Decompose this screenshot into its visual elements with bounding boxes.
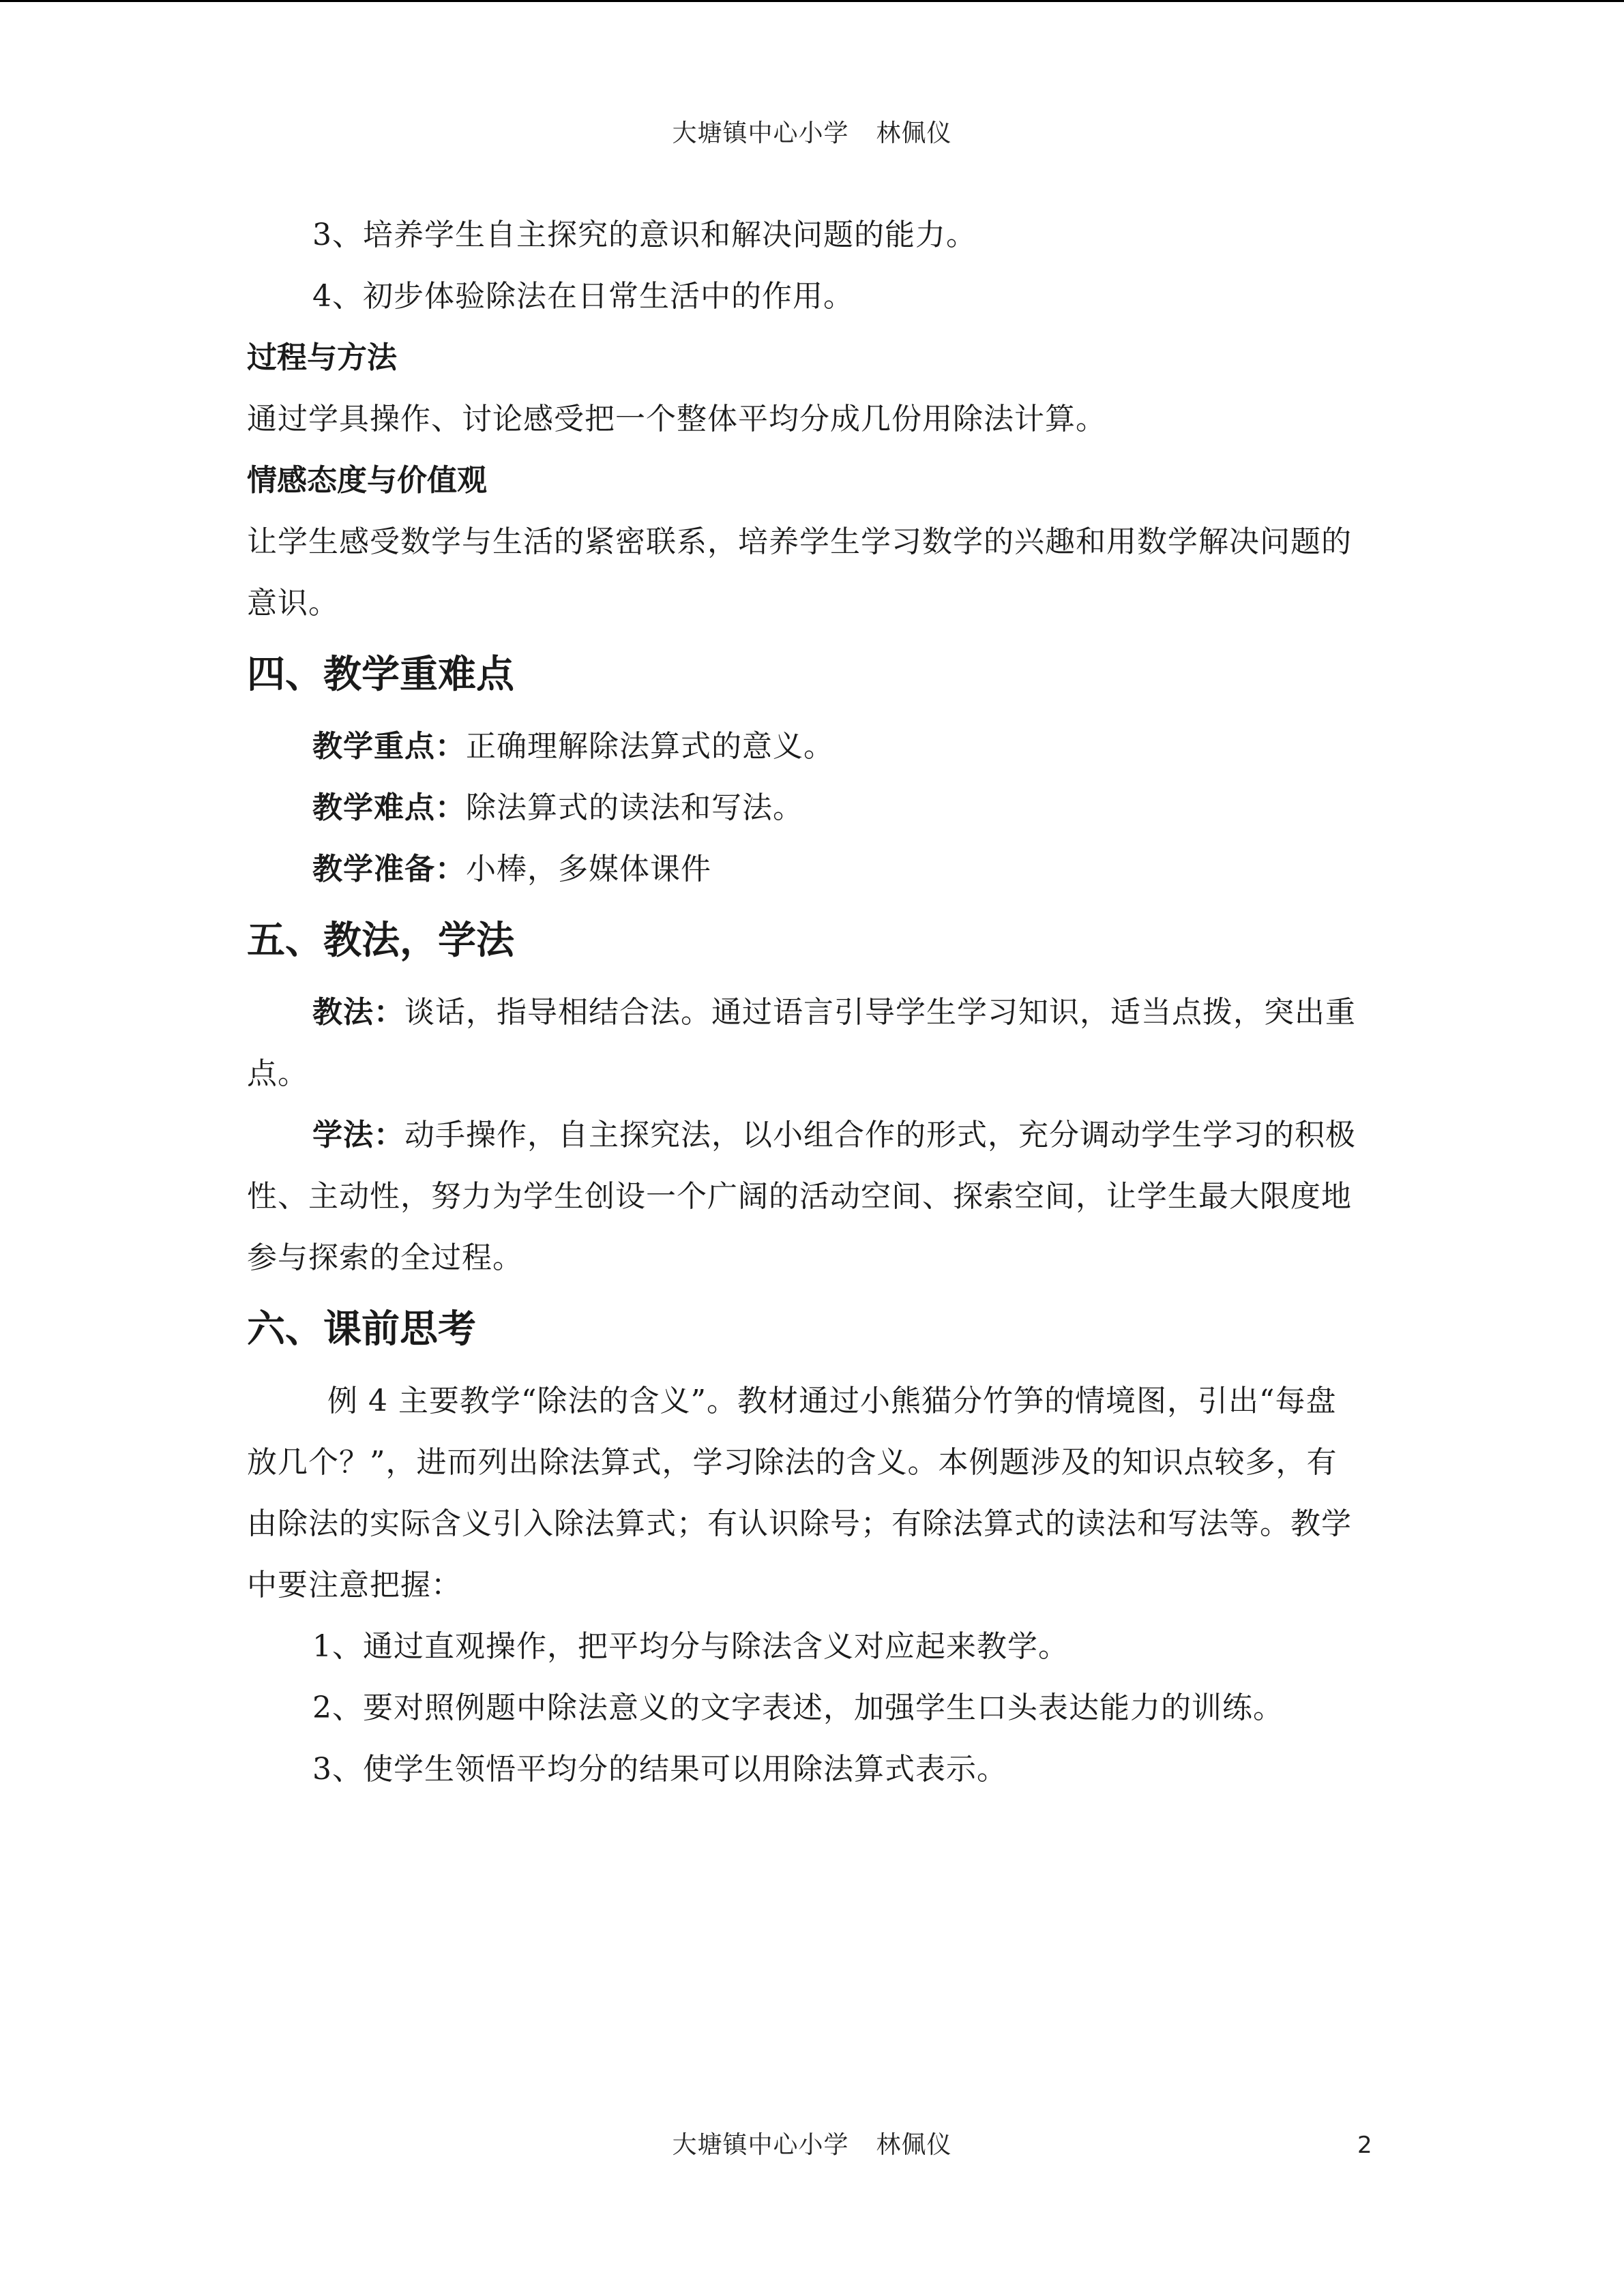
teaching-key-point (247, 716, 1359, 777)
document-body (247, 205, 1359, 1800)
section-6-intro: 例 4 主要教学“除法的含义”。教材通过小熊猫分竹笋的情境图，引出“每盘放几个？”，进而列出除法算式，学习除法的含义。本例题涉及的知识点较多，有由除法的实际含义引入除法算式；有认识除号；有除法算式的读法和写法等。教学中要注意把握： (247, 1384, 1352, 1602)
section-6-point-2: 2、要对照例题中除法意义的文字表述，加强学生口头表达能力的训练。 (312, 1690, 1284, 1725)
teaching-difficulty-text: 除法算式的读法和写法。 (466, 790, 803, 825)
process-method-heading: 过程与方法 (247, 340, 397, 375)
objective-item-4: 4、初步体验除法在日常生活中的作用。 (312, 279, 854, 314)
header-author: 林佩仪 (876, 119, 952, 147)
section-6-point-1: 1、通过直观操作，把平均分与除法含义对应起来教学。 (312, 1629, 1069, 1664)
footer-school: 大塘镇中心小学 (672, 2131, 849, 2159)
section-4-heading: 四、教学重难点 (247, 653, 514, 697)
objective-item-3: 3、培养学生自主探究的意识和解决问题的能力。 (312, 218, 977, 252)
emotion-text: 让学生感受数学与生活的紧密联系，培养学生学习数学的兴趣和用数学解决问题的意识。 (247, 524, 1352, 621)
header-school: 大塘镇中心小学 (672, 119, 849, 147)
teaching-key-label: 教学重点： (312, 729, 466, 764)
footer-author: 林佩仪 (876, 2131, 952, 2159)
teaching-preparation (247, 839, 1359, 900)
teaching-method-label: 教法： (312, 995, 404, 1030)
emotion-heading: 情感态度与价值观 (247, 463, 487, 498)
teaching-prep-label: 教学准备： (312, 852, 466, 886)
section-6-heading: 六、课前思考 (247, 1307, 476, 1352)
section-6-point-3: 3、使学生领悟平均分的结果可以用除法算式表示。 (312, 1752, 1007, 1787)
process-method-text: 通过学具操作、讨论感受把一个整体平均分成几份用除法计算。 (247, 402, 1106, 436)
teaching-key-text: 正确理解除法算式的意义。 (466, 729, 834, 764)
learning-method (247, 1105, 1359, 1289)
page-header (0, 119, 1624, 149)
learning-method-label: 学法： (312, 1118, 404, 1152)
teaching-method-text: 谈话，指导相结合法。通过语言引导学生学习知识，适当点拨，突出重点。 (247, 995, 1356, 1091)
teaching-difficulty-label: 教学难点： (312, 790, 466, 825)
learning-method-text: 动手操作，自主探究法，以小组合作的形式，充分调动学生学习的积极性、主动性，努力为学生创设一个广阔的活动空间、探索空间，让学生最大限度地参与探索的全过程。 (247, 1118, 1356, 1275)
page-footer (0, 2130, 1624, 2160)
teaching-method (247, 982, 1359, 1105)
teaching-difficulty (247, 777, 1359, 839)
top-border-line (0, 0, 1624, 2)
page-number: 2 (1357, 2132, 1372, 2159)
teaching-prep-text: 小棒，多媒体课件 (466, 852, 711, 886)
section-5-heading: 五、教法，学法 (247, 919, 514, 963)
